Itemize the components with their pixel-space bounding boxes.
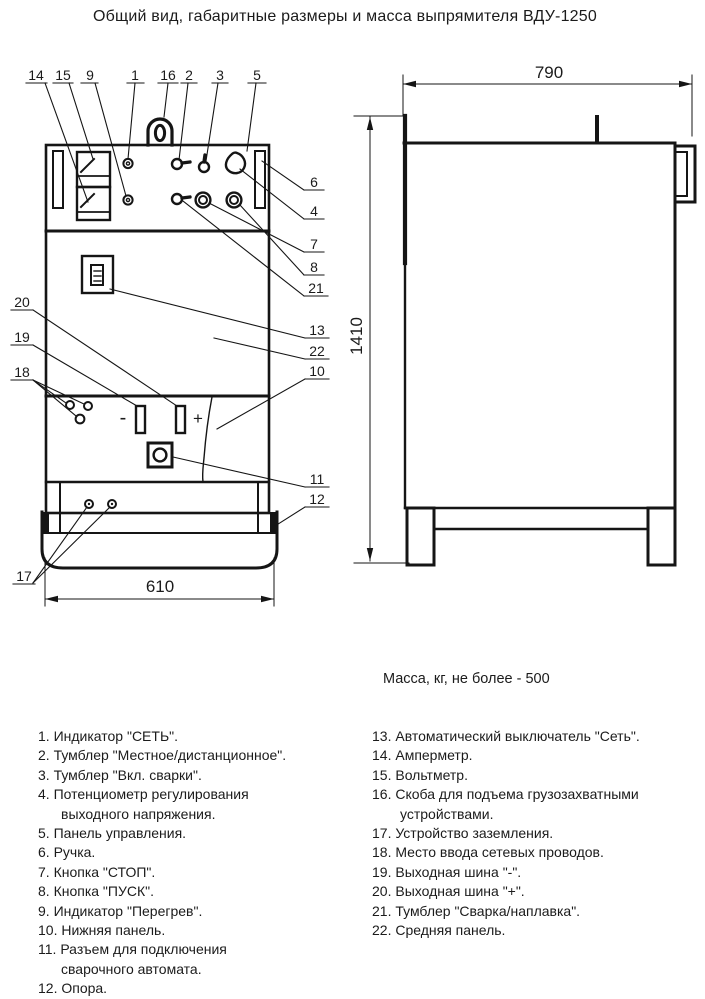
legend-item: 18. Место ввода сетевых проводов.	[372, 844, 604, 861]
ammeter	[77, 187, 110, 220]
callout-20: 20	[14, 294, 30, 310]
stop-button	[196, 193, 211, 208]
callout-11: 11	[309, 471, 325, 487]
front-callouts	[11, 83, 329, 584]
dimension-610	[45, 558, 274, 606]
legend-item: 21. Тумблер "Сварка/наплавка".	[372, 902, 581, 919]
toggle-weld-surfacing	[172, 194, 190, 204]
grounding-screws	[85, 500, 116, 508]
callout-9: 9	[86, 67, 94, 83]
legend-item: 4. Потенциометр регулирования	[38, 786, 249, 803]
dimension-610-label: 610	[145, 577, 175, 596]
callout-17: 17	[16, 568, 32, 584]
legend-item: 6. Ручка.	[38, 844, 96, 861]
callout-19: 19	[14, 329, 30, 345]
legend-item: выходного напряжения.	[61, 805, 216, 822]
legend-item: 22. Средняя панель.	[372, 922, 506, 939]
callout-14: 14	[28, 67, 44, 83]
callout-10: 10	[309, 363, 325, 379]
callout-18: 18	[14, 364, 30, 380]
plus-label: +	[193, 409, 203, 428]
legend-item: 1. Индикатор "СЕТЬ".	[38, 728, 178, 744]
legend-item: 15. Вольтметр.	[372, 766, 468, 783]
side-right-foot	[648, 508, 675, 565]
callout-4: 4	[310, 203, 318, 219]
panel-edge-curve	[203, 397, 212, 482]
right-handle-slot	[255, 151, 265, 208]
legend-item: 2. Тумблер "Местное/дистанционное".	[38, 747, 287, 764]
cable-entry-holes	[66, 401, 92, 423]
callout-22: 22	[309, 343, 325, 359]
legend-item: 8. Кнопка "ПУСК".	[38, 883, 154, 900]
legend-item: 9. Индикатор "Перегрев".	[38, 902, 203, 919]
callout-3: 3	[216, 67, 224, 83]
legend-item: 20. Выходная шина "+".	[372, 883, 525, 900]
callout-15: 15	[55, 67, 71, 83]
callout-2: 2	[185, 67, 193, 83]
toggle-weld-on	[199, 155, 209, 172]
indicator-net-lamp	[123, 159, 132, 168]
legend-item: 14. Амперметр.	[372, 747, 473, 764]
indicator-overheat-lamp	[123, 195, 132, 204]
toggle-local-remote	[172, 159, 190, 169]
legend-item: 5. Панель управления.	[38, 825, 187, 842]
callout-5: 5	[253, 67, 261, 83]
dimension-1410	[347, 116, 409, 563]
legend-item: 3. Тумблер "Вкл. сварки".	[38, 766, 202, 783]
legend-right-column	[372, 727, 640, 940]
start-button	[227, 193, 242, 208]
legend-item: 7. Кнопка "СТОП".	[38, 863, 156, 880]
side-handle	[675, 146, 695, 202]
legend-item: 16. Скоба для подъема грузозахватными	[372, 786, 639, 803]
output-bus-minus	[136, 406, 145, 433]
left-handle-slot	[53, 151, 63, 208]
legend-item: 17. Устройство заземления.	[372, 825, 554, 842]
front-cabinet-outline	[46, 145, 269, 513]
page-title: Общий вид, габаритные размеры и масса выпрямителя ВДУ-1250	[93, 8, 597, 25]
callout-8: 8	[310, 259, 318, 275]
legend-item: 19. Выходная шина "-".	[372, 863, 522, 880]
output-bus-plus	[176, 406, 185, 433]
legend-item: 13. Автоматический выключатель "Сеть".	[372, 728, 640, 744]
legend-item: сварочного автомата.	[61, 960, 202, 977]
lifting-bracket	[148, 119, 172, 145]
legend-item: устройствами.	[400, 805, 494, 822]
callout-1: 1	[131, 67, 139, 83]
circuit-breaker	[82, 256, 113, 293]
side-view-drawing	[347, 63, 695, 565]
callout-16: 16	[160, 67, 176, 83]
legend-left-column	[38, 727, 286, 999]
minus-label: -	[119, 407, 127, 429]
callout-7: 7	[310, 236, 318, 252]
dimension-790	[403, 63, 692, 136]
callout-13: 13	[309, 322, 325, 338]
dimension-1410-label: 1410	[347, 317, 366, 355]
callout-6: 6	[310, 174, 318, 190]
callout-21: 21	[308, 280, 324, 296]
dimension-790-label: 790	[534, 63, 564, 82]
automation-connector	[148, 443, 172, 467]
front-view-drawing	[11, 67, 329, 606]
side-left-foot	[407, 508, 434, 565]
voltmeter	[77, 152, 110, 187]
legend-item: 11. Разъем для подключения	[38, 941, 227, 958]
mass-note: Масса, кг, не более - 500	[383, 671, 550, 687]
callout-12: 12	[309, 491, 325, 507]
legend-item: 12. Опора.	[38, 980, 108, 997]
legend-item: 10. Нижняя панель.	[38, 922, 166, 939]
